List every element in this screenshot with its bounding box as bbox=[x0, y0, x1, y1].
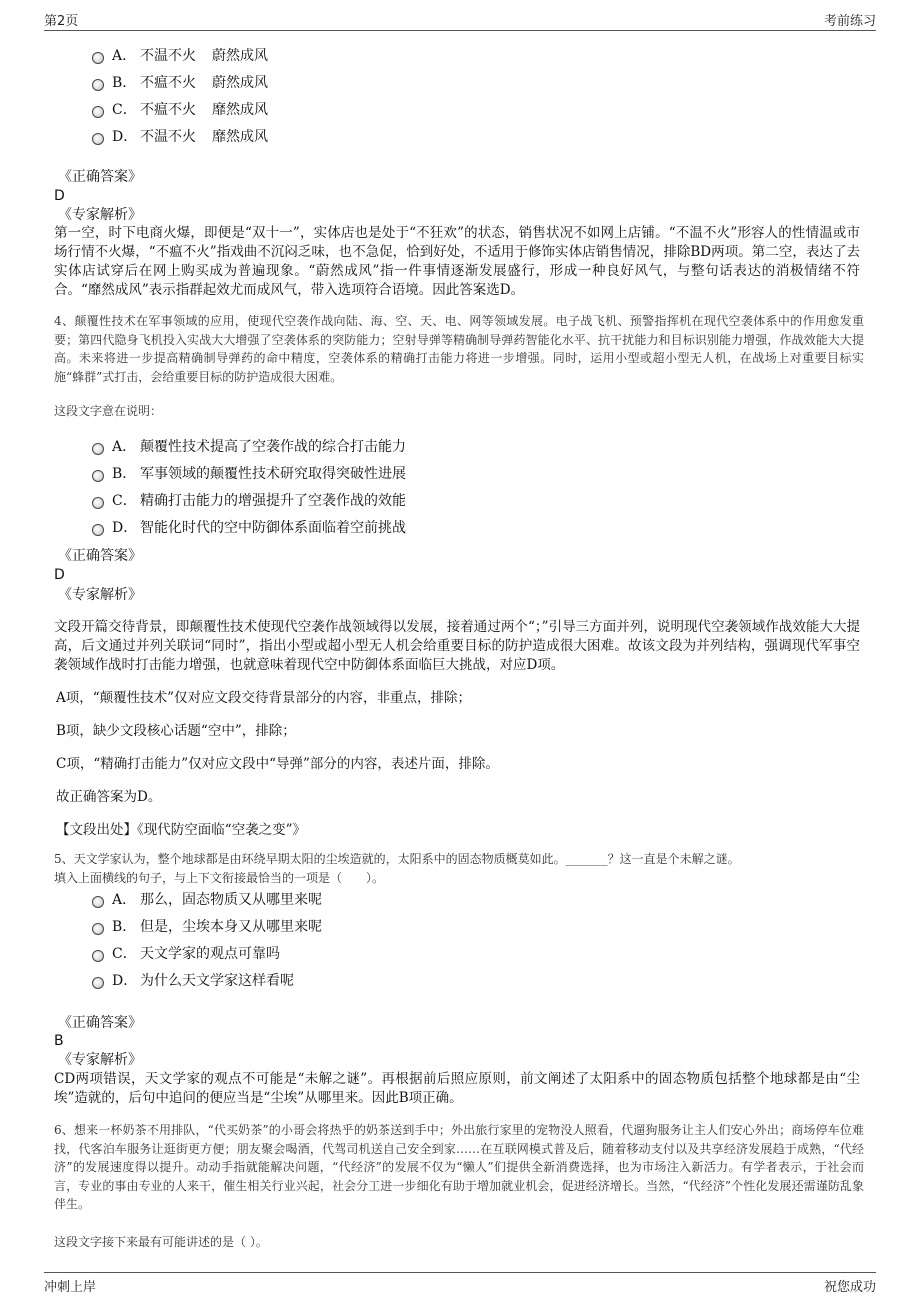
answer-value: D bbox=[54, 567, 65, 583]
q3-option-a[interactable]: A． 不温不火 蔚然成风 bbox=[92, 46, 268, 66]
analysis-note: C项，“精确打击能力”仅对应文段中“导弹”部分的内容，表述片面，排除。 bbox=[56, 756, 499, 772]
answer-heading: 《正确答案》 bbox=[58, 169, 142, 185]
radio-icon[interactable] bbox=[92, 524, 104, 536]
radio-icon[interactable] bbox=[92, 443, 104, 455]
analysis-note: A项，“颠覆性技术”仅对应文段交待背景部分的内容，非重点，排除； bbox=[56, 690, 472, 706]
header-title: 考前练习 bbox=[823, 14, 876, 29]
answer-heading: 《正确答案》 bbox=[58, 548, 142, 564]
radio-icon[interactable] bbox=[92, 950, 104, 962]
question-prompt: 填入上面横线的句子，与上下文衔接最恰当的一项是（ ）。 bbox=[54, 871, 385, 885]
analysis-note: 故正确答案为D。 bbox=[56, 789, 162, 805]
footer-left-text: 冲刺上岸 bbox=[44, 1280, 97, 1295]
radio-icon[interactable] bbox=[92, 896, 104, 908]
analysis-text: CD两项错误，天文学家的观点不可能是“未解之谜”。再根据前后照应原则，前文阐述了太阳系中的固态物质包括整个地球都是由“尘埃”造就的，后句中追问的便应当是“尘埃”从哪里来。因此B项正确。 bbox=[54, 1071, 860, 1106]
q5-option-b[interactable]: B． 但是，尘埃本身又从哪里来呢 bbox=[92, 917, 322, 937]
q5-option-d[interactable]: D． 为什么天文学家这样看呢 bbox=[92, 971, 294, 991]
radio-icon[interactable] bbox=[92, 106, 104, 118]
question-prompt: 这段文字接下来最有可能讲述的是（ ）。 bbox=[54, 1235, 268, 1249]
radio-icon[interactable] bbox=[92, 52, 104, 64]
q3-option-c[interactable]: C． 不瘟不火 靡然成风 bbox=[92, 100, 268, 120]
analysis-heading: 《专家解析》 bbox=[58, 1052, 142, 1068]
q3-option-d[interactable]: D． 不温不火 靡然成风 bbox=[92, 127, 268, 147]
radio-icon[interactable] bbox=[92, 133, 104, 145]
q3-option-b[interactable]: B． 不瘟不火 蔚然成风 bbox=[92, 73, 268, 93]
radio-icon[interactable] bbox=[92, 923, 104, 935]
answer-heading: 《正确答案》 bbox=[58, 1015, 142, 1031]
question-text: 4、颠覆性技术在军事领域的应用，使现代空袭作战向陆、海、空、天、电、网等领域发展。电子战飞机、预警指挥机在现代空袭体系中的作用愈发重要；第四代隐身飞机投入实战大大增强了空袭体系的突防能力；空射导弹等精确制导弹药智能化水平、抗干扰能力和目标识别能力增强，作战效能大大提高。未来将进一步提高精确制导弹药的命中精度，空袭体系的精确打击能力将进一步增强。同时，运用小型或超小型无人机，在战场上对重要目标实施“蜂群”式打击，会给重要目标的防护造成很大困难。 bbox=[54, 314, 864, 384]
question-prompt: 这段文字意在说明： bbox=[54, 404, 163, 418]
q4-option-b[interactable]: B． 军事领域的颠覆性技术研究取得突破性进展 bbox=[92, 464, 406, 484]
source-citation: 【文段出处】《现代防空面临“空袭之变”》 bbox=[56, 822, 307, 838]
page-number: 第2页 bbox=[44, 14, 79, 29]
q5-option-a[interactable]: A． 那么，固态物质又从哪里来呢 bbox=[92, 890, 322, 910]
q4-option-c[interactable]: C． 精确打击能力的增强提升了空袭作战的效能 bbox=[92, 491, 406, 511]
q4-option-d[interactable]: D． 智能化时代的空中防御体系面临着空前挑战 bbox=[92, 518, 406, 538]
analysis-heading: 《专家解析》 bbox=[58, 207, 142, 223]
analysis-text: 第一空，时下电商火爆，即便是“双十一”，实体店也是处于“不狂欢”的状态，销售状况不如网上店铺。“不温不火”形容人的性情温或市场行情不火爆，“不瘟不火”指戏曲不沉闷乏味，也不急促，恰到好处，不适用于修饰实体店销售情况，排除BD两项。第二空，表达了去实体店试穿后在网上购买成为普遍现象。“蔚然成风”指一件事情逐渐发展盛行，形成一种良好风气，与整句话表达的消极情绪不符合。“靡然成风”表示指群起效尤而成风气，带入选项符合语境。因此答案选D。 bbox=[54, 225, 860, 298]
radio-icon[interactable] bbox=[92, 470, 104, 482]
analysis-heading: 《专家解析》 bbox=[58, 587, 142, 603]
answer-value: B bbox=[54, 1033, 64, 1049]
question-text: 5、天文学家认为，整个地球都是由环绕早期太阳的尘埃造就的，太阳系中的固态物质概莫如此。_______？这一直是个未解之谜。 bbox=[54, 852, 740, 866]
page-header bbox=[44, 10, 876, 31]
question-text: 6、想来一杯奶茶不用排队，“代买奶茶”的小哥会将热乎的奶茶送到手中；外出旅行家里的宠物没人照看，代遛狗服务让主人们安心外出；商场停车位难找，代客泊车服务让逛街更方便；朋友聚会喝酒，代驾司机送自己安全到家……在互联网模式普及后，随着移动支付以及共享经济发展趋于成熟，“代经济”的发展速度得以提升。动动手指就能解决问题，“代经济”的发展不仅为“懒人”们提供全新消费选择，也为市场注入新活力。有学者表示，于社会而言，专业的事由专业的人来干，催生相关行业兴起，社会分工进一步细化有助于增加就业机会，促进经济增长。当然，“代经济”个性化发展还需谨防乱象伴生。 bbox=[54, 1123, 864, 1211]
analysis-text: 文段开篇交待背景，即颠覆性技术使现代空袭作战领域得以发展，接着通过两个“；”引导三方面并列，说明现代空袭领域作战效能大大提高，后文通过并列关联词“同时”，指出小型或超小型无人机会给重要目标的防护造成很大困难。故该文段为并列结构，强调现代军事空袭领域作战时打击能力增强，也就意味着现代空中防御体系面临巨大挑战，对应D项。 bbox=[54, 619, 860, 673]
q5-option-c[interactable]: C． 天文学家的观点可靠吗 bbox=[92, 944, 280, 964]
radio-icon[interactable] bbox=[92, 497, 104, 509]
footer-right-text: 祝您成功 bbox=[823, 1280, 876, 1295]
page-footer bbox=[44, 1272, 876, 1296]
radio-icon[interactable] bbox=[92, 79, 104, 91]
q4-option-a[interactable]: A． 颠覆性技术提高了空袭作战的综合打击能力 bbox=[92, 437, 406, 457]
radio-icon[interactable] bbox=[92, 977, 104, 989]
analysis-note: B项，缺少文段核心话题“空中”，排除； bbox=[56, 723, 296, 739]
answer-value: D bbox=[54, 188, 65, 204]
